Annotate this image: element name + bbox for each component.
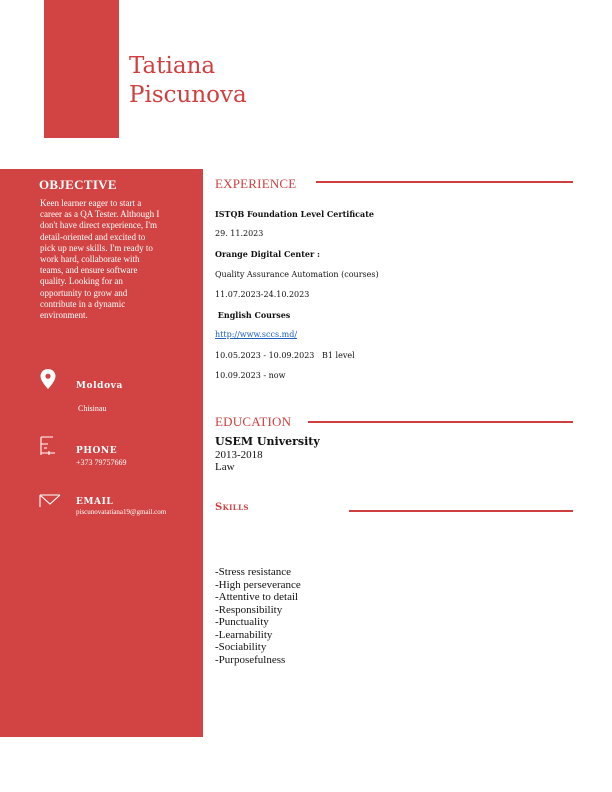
education-field: Law — [215, 461, 235, 473]
objective-text: Keen learner eager to start a career as a QA Tester. Although I don't have direct experience, I'm detail-oriented and excited to pick up new skills. I'm ready to work hard, collaborate with teams, and ensure software quality. Looking for an opportunity to grow and contribute in a dynamic environment. — [40, 198, 160, 321]
experience-divider — [316, 181, 573, 183]
skills-divider — [349, 510, 573, 512]
experience-item: Quality Assurance Automation (courses) — [215, 270, 379, 279]
location-pin-icon — [39, 368, 57, 390]
experience-item: 11.07.2023-24.10.2023 — [215, 290, 310, 299]
phone-label: PHONE — [76, 446, 118, 456]
candidate-name — [129, 52, 247, 110]
skill-item: -Stress resistance — [215, 566, 292, 578]
location-city: Chisinau — [78, 404, 107, 413]
education-years: 2013-2018 — [215, 449, 263, 461]
skills-heading: Skills — [215, 502, 249, 513]
last-name: Piscunova — [129, 82, 247, 108]
skills-list — [215, 566, 301, 666]
skill-item: -Sociability — [215, 641, 267, 653]
education-heading: EDUCATION — [215, 414, 292, 429]
skill-item: -Purposefulness — [215, 653, 286, 666]
skill-item: -Responsibility — [215, 603, 283, 616]
education-institution: USEM University — [215, 435, 320, 448]
skill-item: -Attentive to detail — [215, 591, 299, 603]
website-link[interactable]: http://www.sccs.md/ — [215, 330, 298, 339]
email-label: EMAIL — [76, 497, 114, 507]
experience-item: 10.09.2023 - now — [215, 371, 286, 380]
experience-item: English Courses — [215, 310, 291, 320]
first-name: Tatiana — [129, 53, 216, 79]
sidebar — [0, 169, 203, 737]
experience-heading: EXPERIENCE — [215, 176, 297, 191]
skill-item: -Learnability — [215, 628, 273, 641]
experience-item: 29. 11.2023 — [215, 229, 264, 238]
location-country: Moldova — [76, 381, 123, 391]
phone-number[interactable]: +373 79757669 — [76, 458, 127, 467]
header-accent-block — [44, 0, 119, 138]
education-divider — [308, 421, 573, 423]
email-address[interactable]: piscunovatatiana19@gmail.com — [76, 508, 167, 516]
experience-item: Orange Digital Center : — [215, 249, 320, 259]
objective-heading: OBJECTIVE — [39, 177, 117, 192]
phone-icon — [39, 436, 57, 456]
experience-item: ISTQB Foundation Level Certificate — [215, 209, 374, 219]
envelope-icon — [39, 494, 61, 508]
experience-item: 10.05.2023 - 10.09.2023 B1 level — [215, 351, 355, 360]
skill-item: -Punctuality — [215, 616, 269, 628]
experience-link-item — [215, 330, 297, 339]
skill-item: -High perseverance — [215, 578, 301, 591]
